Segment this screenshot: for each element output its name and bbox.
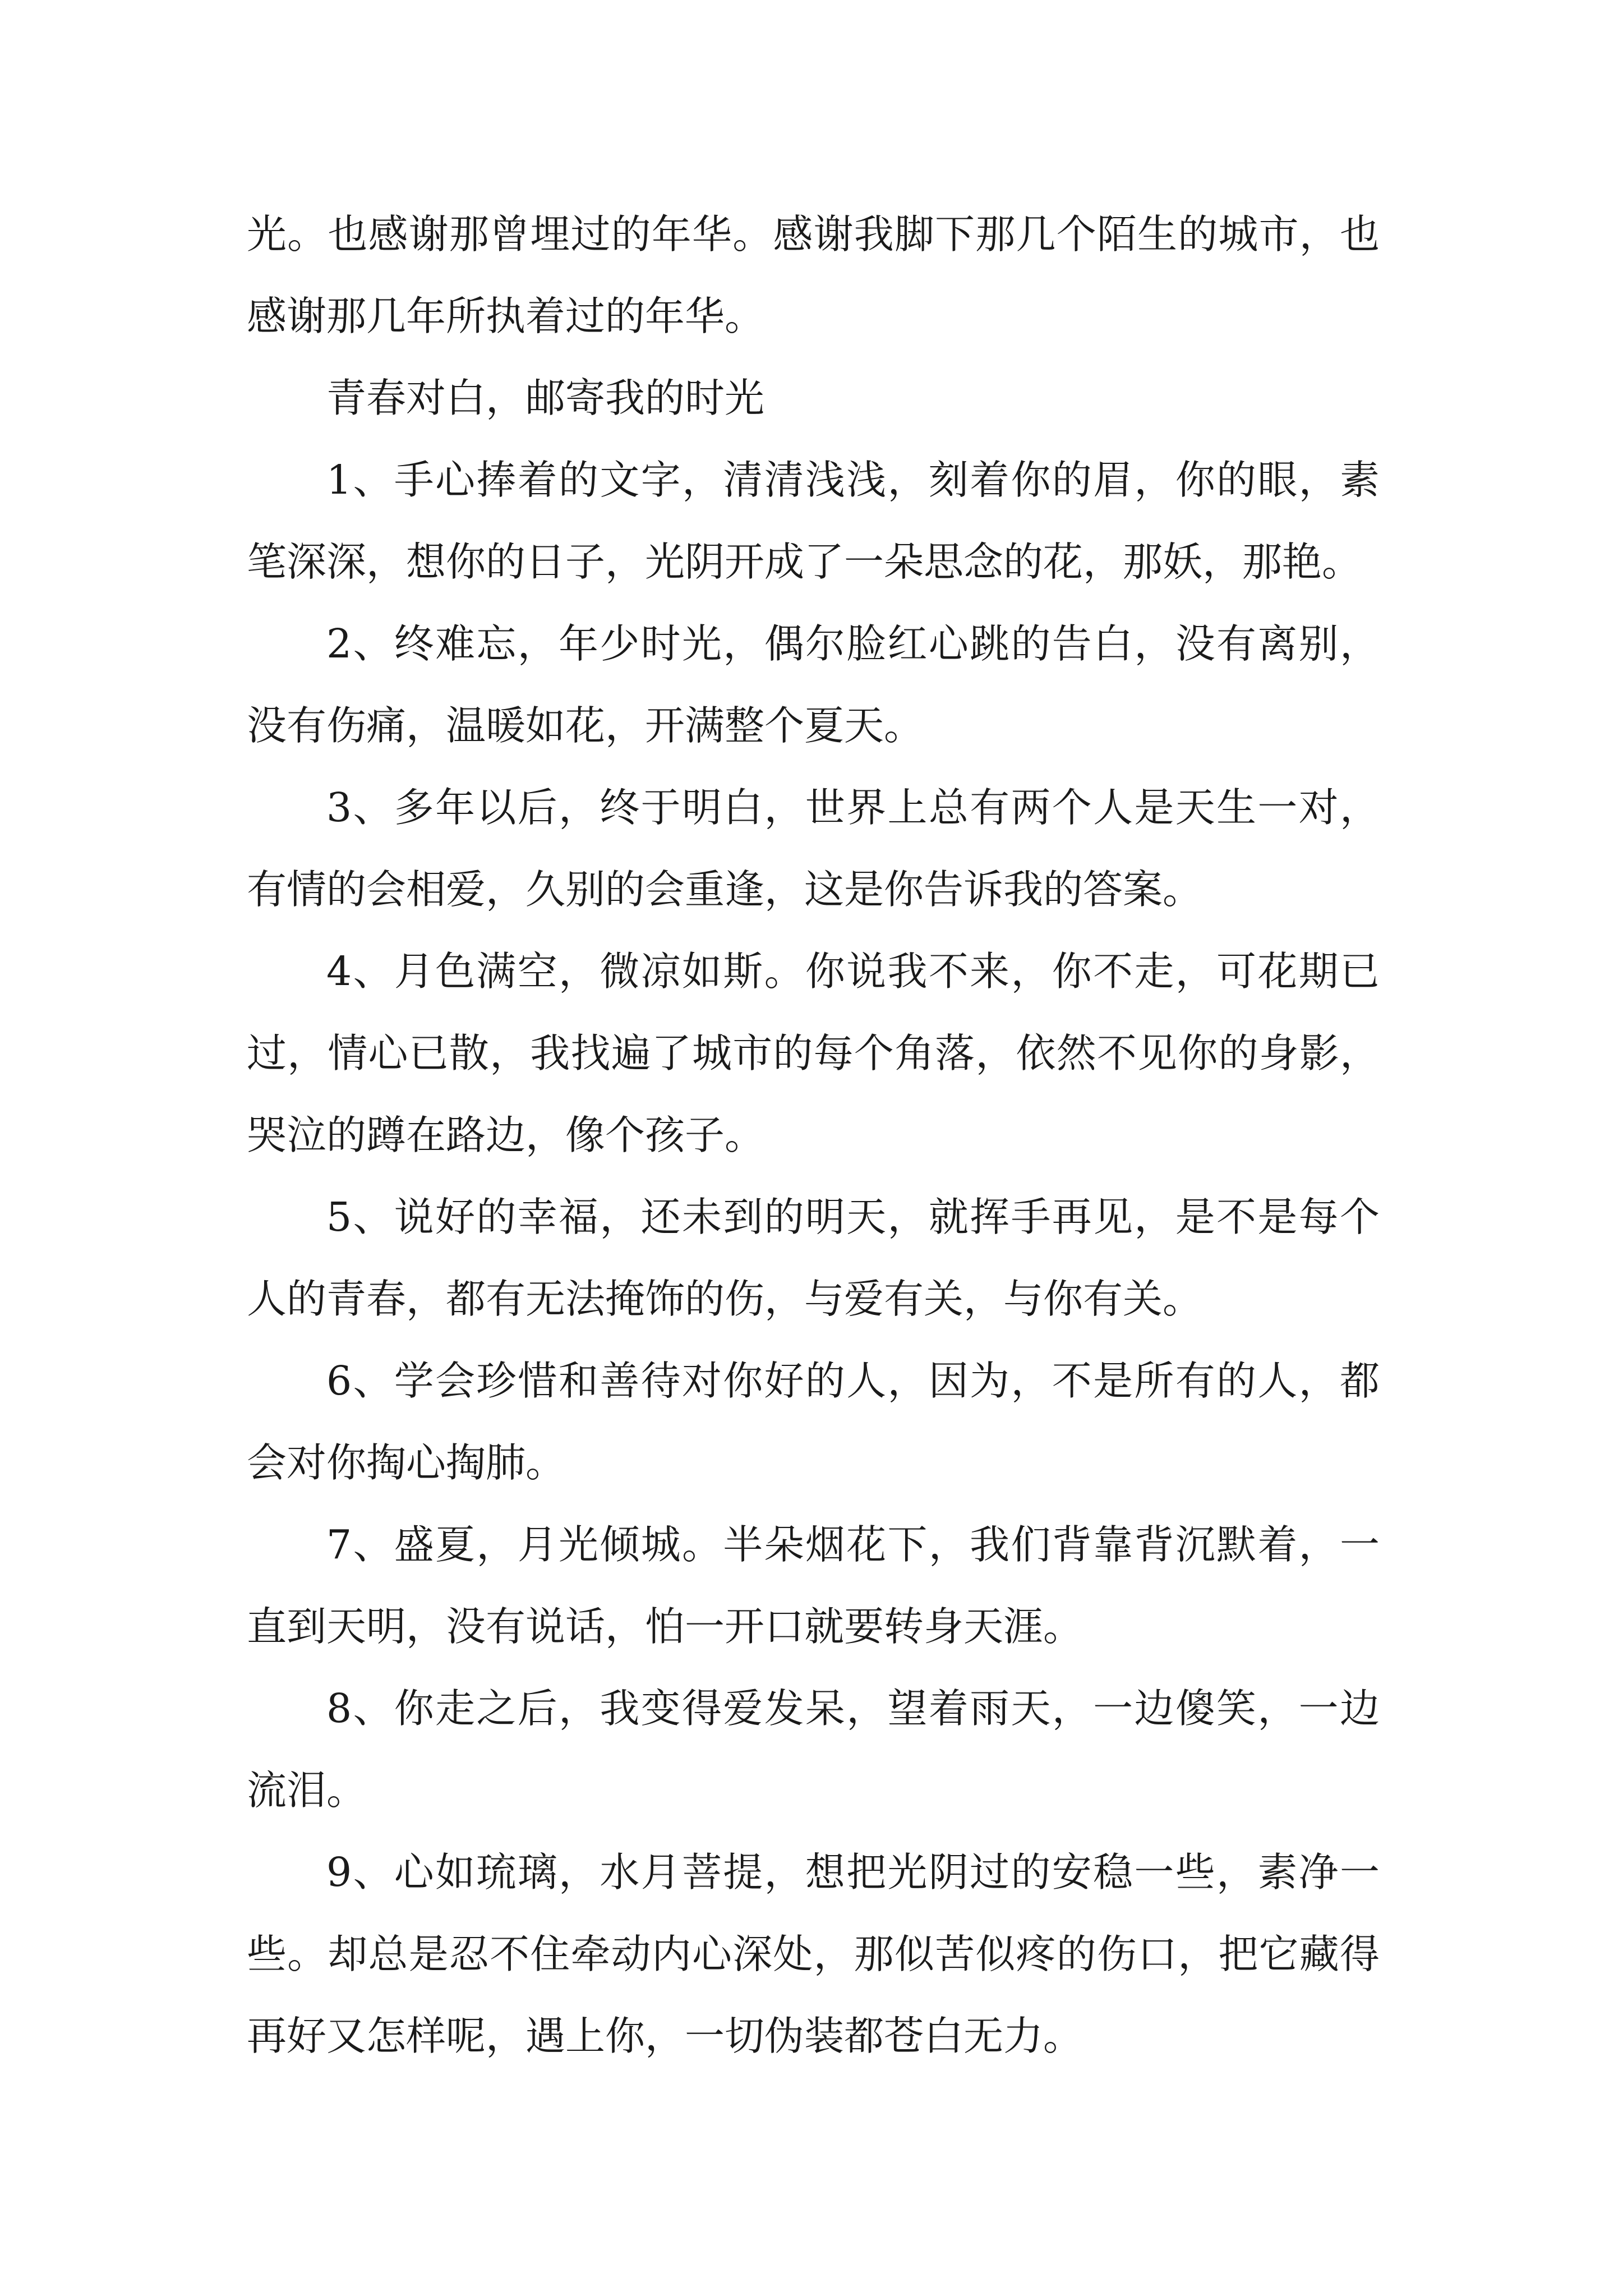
section-heading: 青春对白，邮寄我的时光 [326, 375, 765, 421]
list-item: 2、终难忘，年少时光，偶尔脸红心跳的告白，没有离别，没有伤痛，温暖如花，开满整个夏天。 [247, 620, 1380, 749]
list-item: 4、月色满空，微凉如斯。你说我不来，你不走，可花期已过，情心已散，我找遍了城市的每个角落，依然不见你的身影，哭泣的蹲在路边，像个孩子。 [247, 948, 1380, 1158]
list-item: 8、你走之后，我变得爱发呆，望着雨天，一边傻笑，一边流泪。 [247, 1685, 1380, 1814]
list-item: 6、学会珍惜和善待对你好的人，因为，不是所有的人，都会对你掏心掏肺。 [247, 1358, 1380, 1486]
list-item: 3、多年以后，终于明白，世界上总有两个人是天生一对，有情的会相爱，久别的会重逢，这是你告诉我的答案。 [247, 784, 1380, 913]
list-item: 5、说好的幸福，还未到的明天，就挥手再见，是不是每个人的青春，都有无法掩饰的伤，与爱有关，与你有关。 [247, 1194, 1380, 1322]
list-item: 7、盛夏，月光倾城。半朵烟花下，我们背靠背沉默着，一直到天明，没有说话，怕一开口就要转身天涯。 [247, 1521, 1380, 1650]
list-item: 1、手心捧着的文字，清清浅浅，刻着你的眉，你的眼，素笔深深，想你的日子，光阴开成了一朵思念的花，那妖，那艳。 [247, 457, 1380, 585]
document-body [247, 194, 1380, 2077]
list-item: 9、心如琉璃，水月菩提，想把光阴过的安稳一些，素净一些。却总是忍不住牵动内心深处，那似苦似疼的伤口，把它藏得再好又怎样呢，遇上你，一切伪装都苍白无力。 [247, 1849, 1380, 2059]
continuation-paragraph: 光。也感谢那曾埋过的年华。感谢我脚下那几个陌生的城市，也感谢那几年所执着过的年华。 [247, 211, 1380, 339]
